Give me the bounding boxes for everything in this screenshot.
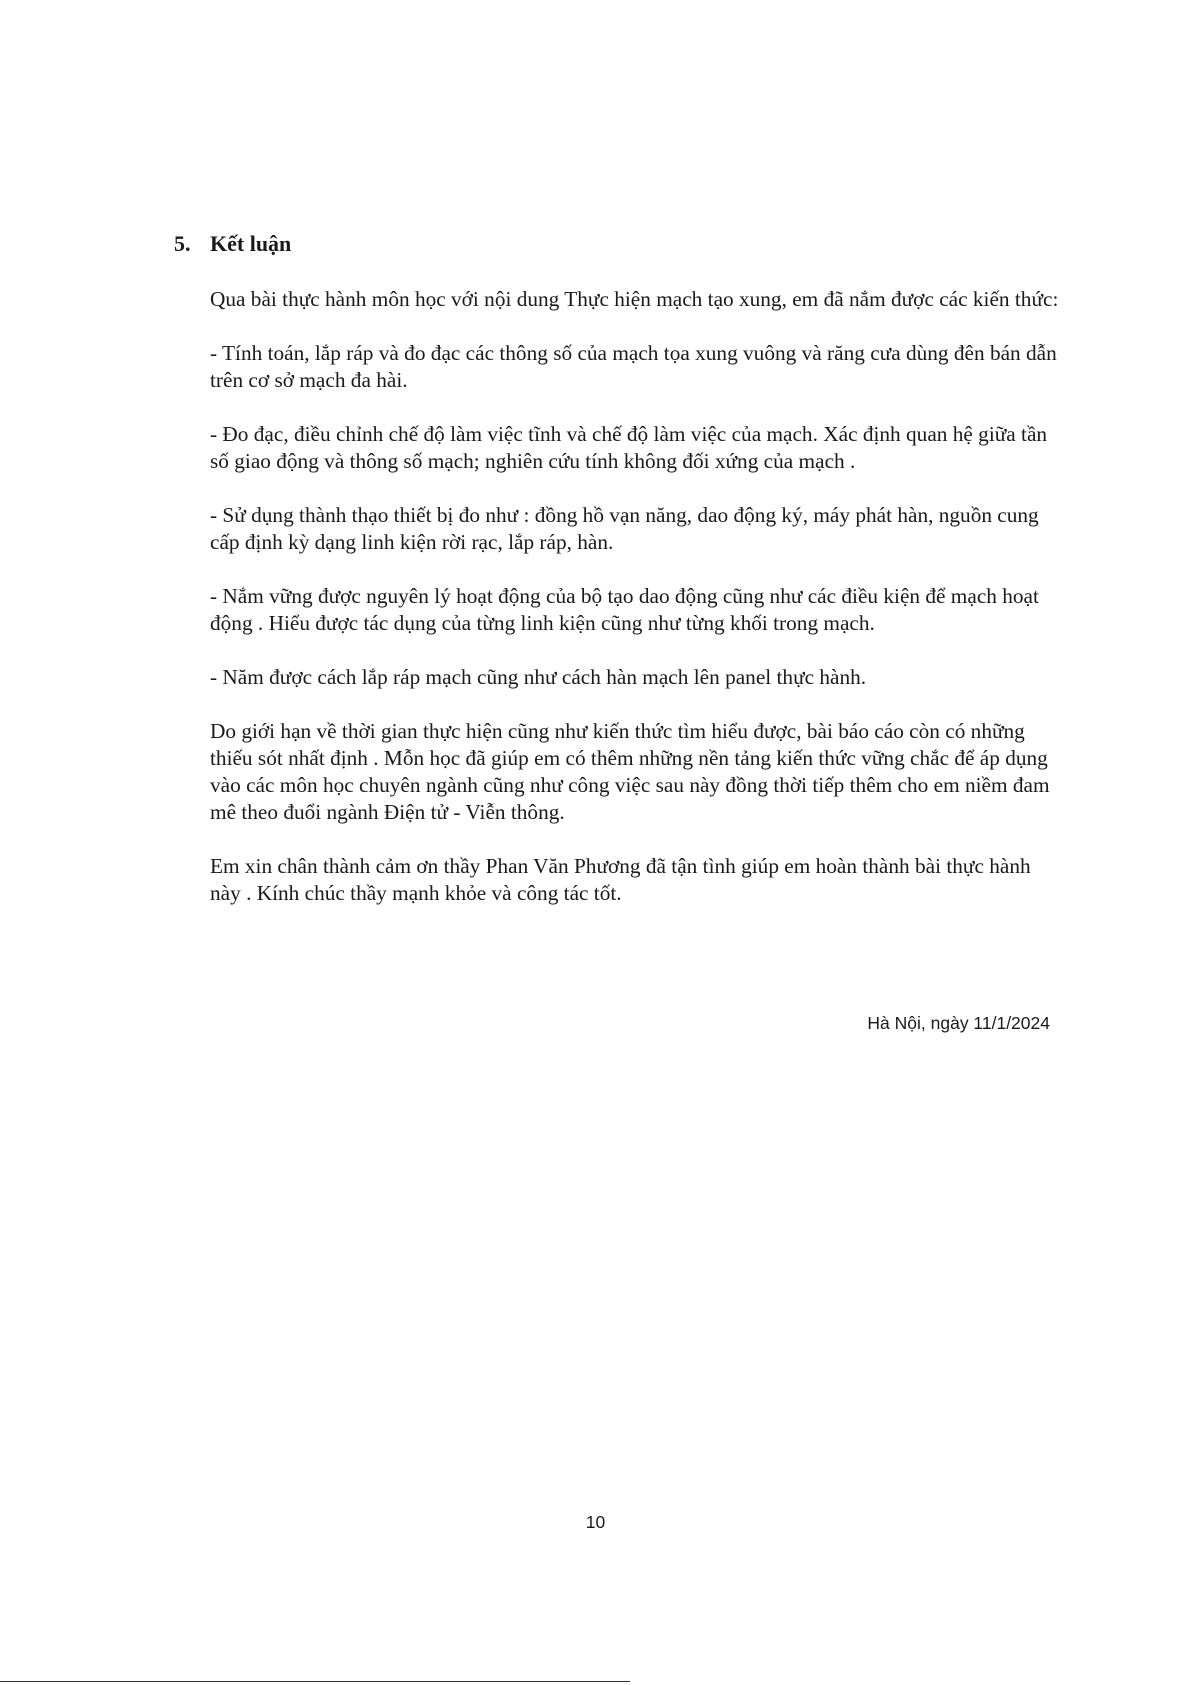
page-number: 10	[585, 1512, 606, 1532]
date-line: Hà Nội, ngày 11/1/2024	[867, 1013, 1050, 1033]
bullet-paragraph: - Sử dụng thành thạo thiết bị đo như : đồng hồ vạn năng, dao động ký, máy phát hàn, nguồn cung cấp định kỳ dạng linh kiện rời rạc, lắp ráp, hàn.	[210, 503, 1039, 554]
bullet-paragraph: - Nắm vững được nguyên lý hoạt động của bộ tạo dao động cũng như các điều kiện để mạch hoạt động . Hiểu được tác dụng của từng linh kiện cũng như từng khối trong mạch.	[210, 584, 1039, 635]
bullet-paragraph: - Năm được cách lắp ráp mạch cũng như cách hàn mạch lên panel thực hành.	[210, 665, 867, 689]
section-title: Kết luận	[210, 231, 292, 256]
section-number: 5.	[174, 231, 191, 256]
bottom-divider	[0, 1681, 630, 1682]
section-heading	[174, 230, 291, 258]
thanks-paragraph: Em xin chân thành cảm ơn thầy Phan Văn Phương đã tận tình giúp em hoàn thành bài thực hành này . Kính chúc thầy mạnh khỏe và công tác tốt.	[210, 854, 1031, 905]
conclusion-body	[210, 286, 1060, 934]
intro-paragraph: Qua bài thực hành môn học với nội dung Thực hiện mạch tạo xung, em đã nắm được các kiến thức:	[210, 287, 1059, 311]
limitations-paragraph: Do giới hạn về thời gian thực hiện cũng như kiến thức tìm hiểu được, bài báo cáo còn có những thiếu sót nhất định . Mỗn học đã giúp em có thêm những nền tảng kiến thức vững chắc để áp dụng vào các môn học chuyên ngành cũng như công việc sau này đồng thời tiếp thêm cho em niềm đam mê theo đuổi ngành Điện tử - Viễn thông.	[210, 719, 1050, 824]
bullet-paragraph: - Tính toán, lắp ráp và đo đạc các thông số của mạch tọa xung vuông và răng cưa dùng đên bán dẫn trên cơ sở mạch đa hài.	[210, 341, 1057, 392]
bullet-paragraph: - Đo đạc, điều chỉnh chế độ làm việc tĩnh và chế độ làm việc của mạch. Xác định quan hệ giữa tần số giao động và thông số mạch; nghiên cứu tính không đối xứng của mạch .	[210, 422, 1048, 473]
